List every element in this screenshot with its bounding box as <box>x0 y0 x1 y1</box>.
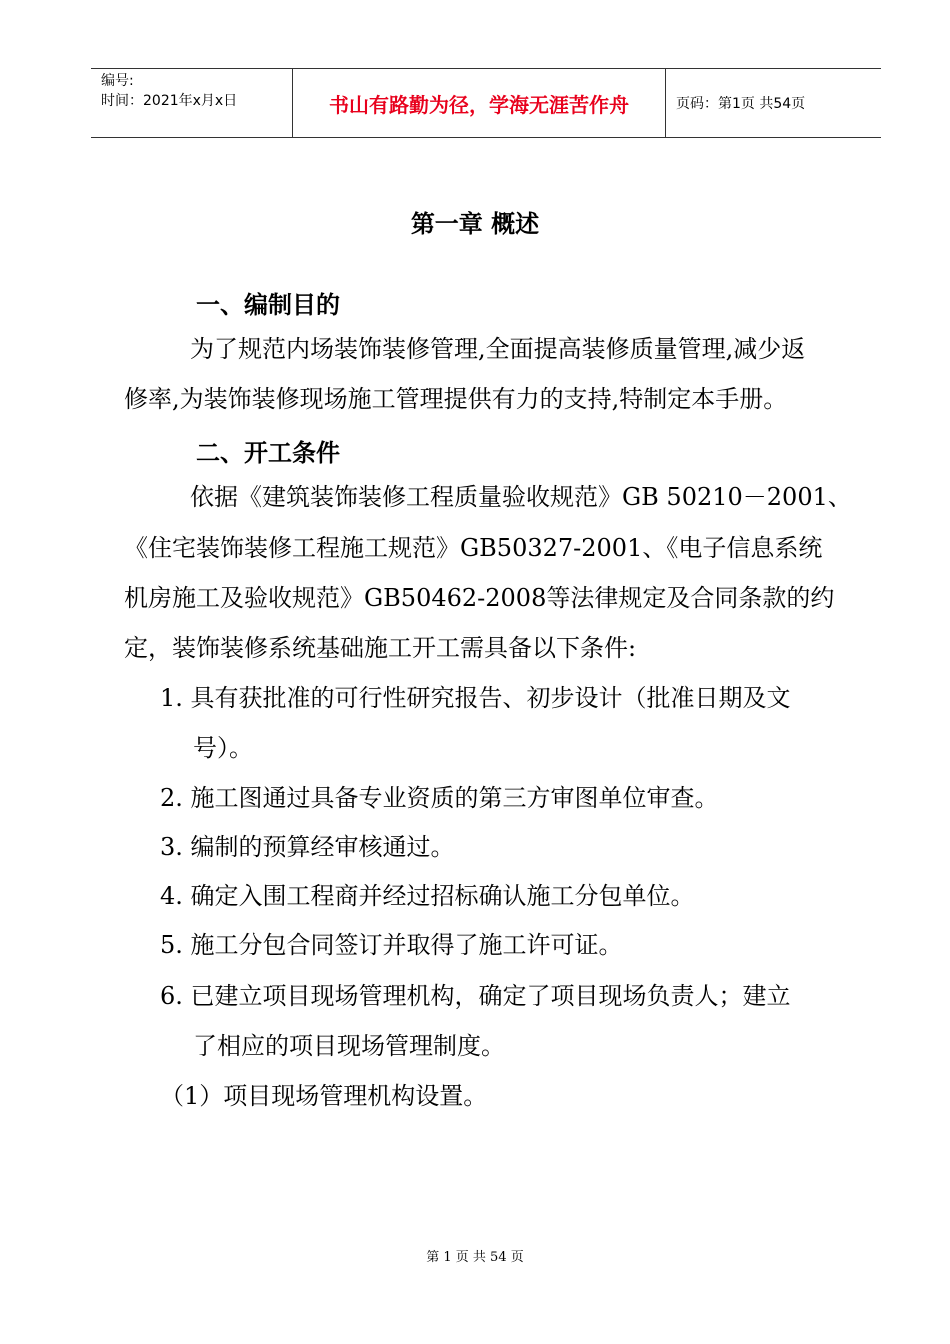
page-footer: 第 1 页 共 54 页 <box>426 1250 524 1265</box>
header-motto-cell <box>293 69 666 137</box>
header-page-cell <box>666 69 881 137</box>
document-time-label: 时间：2021年x月x日 <box>101 93 238 109</box>
document-header <box>91 68 881 138</box>
list-item-continuation: 号）。 <box>193 734 253 762</box>
paragraph-line: 《住宅装饰装修工程施工规范》GB50327-2001、《电子信息系统 <box>124 534 823 562</box>
list-item: 2. 施工图通过具备专业资质的第三方审图单位审查。 <box>160 784 719 812</box>
list-item-continuation: 了相应的项目现场管理制度。 <box>193 1032 505 1060</box>
header-motto: 书山有路勤为径，学海无涯苦作舟 <box>329 92 629 117</box>
paragraph-line: 机房施工及验收规范》GB50462-2008等法律规定及合同条款的约 <box>124 584 835 612</box>
list-item: 1. 具有获批准的可行性研究报告、初步设计（批准日期及文 <box>160 684 791 712</box>
paragraph-line: 修率,为装饰装修现场施工管理提供有力的支持,特制定本手册。 <box>124 385 788 413</box>
section-1-title: 一、编制目的 <box>196 291 340 319</box>
paragraph-line: 定，装饰装修系统基础施工开工需具备以下条件: <box>124 634 637 662</box>
paragraph-line: 为了规范内场装饰装修管理,全面提高装修质量管理,减少返 <box>190 335 806 363</box>
section-2-title: 二、开工条件 <box>196 439 340 467</box>
paragraph-line: 依据《建筑装饰装修工程质量验收规范》GB 50210－2001、 <box>190 483 852 511</box>
list-item: 3. 编制的预算经审核通过。 <box>160 833 455 861</box>
chapter-title: 第一章 概述 <box>410 210 540 238</box>
list-item: 6. 已建立项目现场管理机构，确定了项目现场负责人；建立 <box>160 982 791 1010</box>
sub-list-item: （1）项目现场管理机构设置。 <box>160 1082 488 1110</box>
document-number-label: 编号: <box>101 73 134 89</box>
list-item: 4. 确定入围工程商并经过招标确认施工分包单位。 <box>160 882 695 910</box>
header-meta-cell <box>91 69 293 137</box>
list-item: 5. 施工分包合同签订并取得了施工许可证。 <box>160 931 623 959</box>
header-page-info: 页码：第1页 共54页 <box>676 96 806 112</box>
